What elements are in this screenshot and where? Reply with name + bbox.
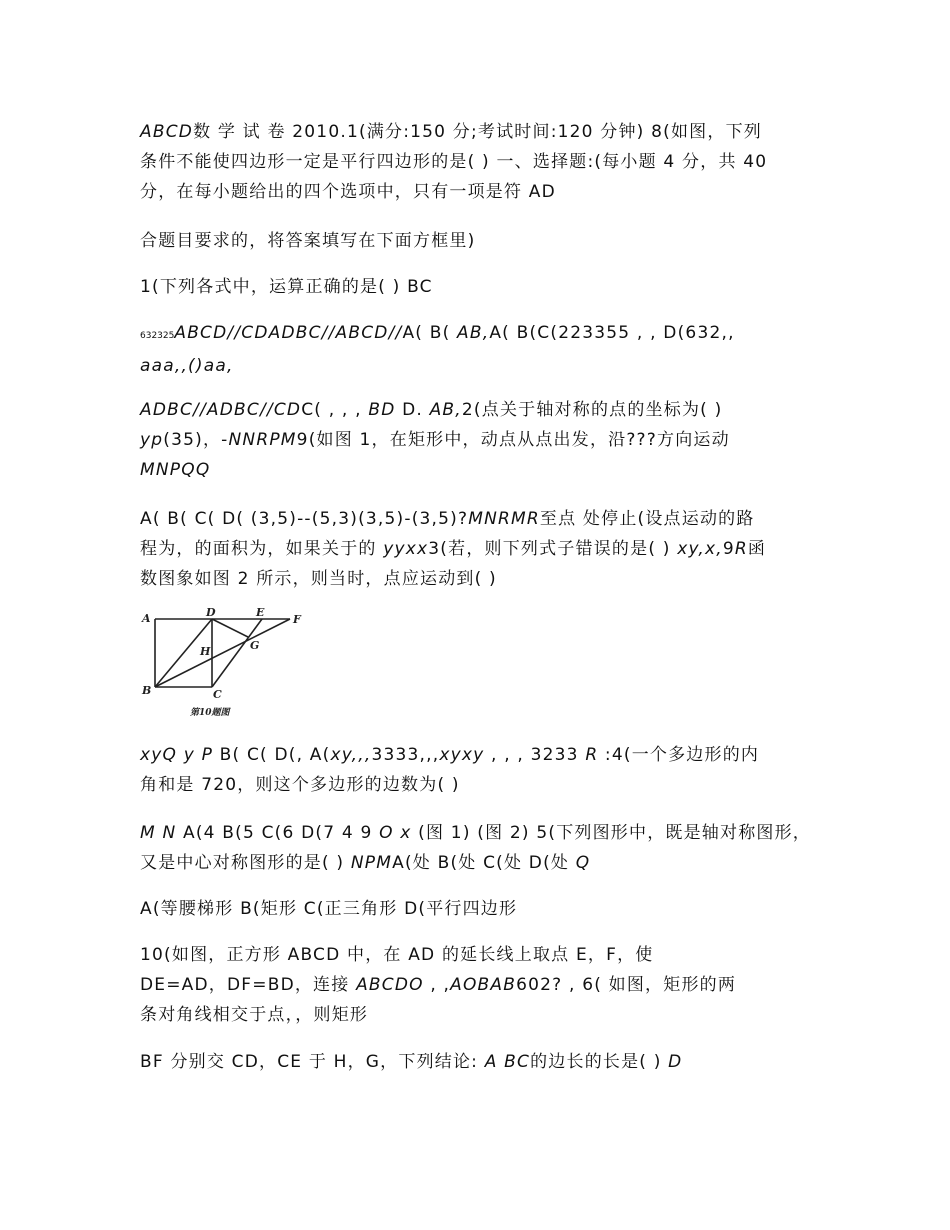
- text-line: [140, 272, 820, 302]
- text-run: xy,,,: [330, 745, 372, 765]
- text-line: [140, 1000, 820, 1030]
- text-run: 数 学 试 卷 2010.1(满分:150 分;考试时间:120 分钟) 8(如图，下列: [193, 122, 762, 142]
- text-run: A BC: [484, 1052, 531, 1072]
- text-run: A( B( C( D( (3,5)--(5,3)(3,5)-(3,5)?: [140, 509, 469, 529]
- text-line: [140, 740, 820, 770]
- text-line: [140, 504, 820, 534]
- text-run: 函: [747, 539, 767, 559]
- text-run: 角和是 720，则这个多边形的边数为( ): [140, 775, 460, 795]
- figure-label-e: E: [256, 606, 265, 619]
- text-run: xyxy: [439, 745, 485, 765]
- figure-label-f: F: [293, 613, 301, 626]
- text-run: 至点 处停止(设点运动的路: [539, 509, 755, 529]
- text-line: [140, 425, 820, 455]
- text-run: AB,: [457, 323, 490, 343]
- text-run: O x: [379, 823, 412, 843]
- text-line: [140, 818, 820, 848]
- text-run: M N: [140, 823, 183, 843]
- paragraph-instructions: [140, 226, 820, 256]
- text-run: C( , , ,: [301, 400, 369, 420]
- text-run: DE=AD，DF=BD，连接: [140, 975, 357, 995]
- text-run: 分，在每小题给出的四个选项中，只有一项是符 AD: [140, 182, 556, 202]
- text-run: ABCDO: [356, 975, 424, 995]
- figure-label-g: G: [250, 639, 260, 652]
- text-run: R: [585, 745, 599, 765]
- text-line: [140, 226, 820, 256]
- paragraph-question-3: [140, 504, 820, 594]
- text-run: MNRMR: [468, 509, 540, 529]
- paragraph-options-5: [140, 894, 820, 924]
- text-run: xyQ y P: [140, 745, 220, 765]
- paragraph-question-10-cont: [140, 1047, 820, 1077]
- text-line: [140, 564, 820, 594]
- text-run: 条件不能使四边形一定是平行四边形的是( ) 一、选择题:(每小题 4 分，共 40: [140, 152, 768, 172]
- text-run: NPM: [350, 853, 393, 873]
- paragraph-question-6-10: [140, 940, 820, 1030]
- text-run: D: [668, 1052, 683, 1072]
- text-line: [140, 147, 820, 177]
- text-run: 10(如图，正方形 ABCD 中，在 AD 的延长线上取点 E，F，使: [140, 945, 654, 965]
- text-run: 条对角线相交于点，，则矩形: [140, 1005, 369, 1025]
- text-run: , ,: [423, 975, 451, 995]
- text-run: 的边长的长是( ): [530, 1052, 669, 1072]
- text-run: MNPQQ: [140, 460, 211, 480]
- paragraph-question-2-9: [140, 395, 820, 485]
- figure-label-a: A: [142, 612, 151, 625]
- text-run: 3(若，则下列式子错误的是( ): [428, 539, 678, 559]
- text-run: BF 分别交 CD，CE 于 H，G，下列结论:: [140, 1052, 485, 1072]
- text-run: A( B(: [402, 323, 458, 343]
- text-run: A( B(C(223355 , , D(632,,: [489, 323, 735, 343]
- text-run: 602? , 6( 如图，矩形的两: [516, 975, 737, 995]
- text-run: :4(一个多边形的内: [598, 745, 760, 765]
- text-run: (图 1) (图 2) 5(下列图形中，既是轴对称图形，: [411, 823, 811, 843]
- text-line: [140, 177, 820, 207]
- text-run: AOBAB: [450, 975, 517, 995]
- text-line: [140, 351, 820, 381]
- text-line: [140, 894, 820, 924]
- text-run: Q: [575, 853, 591, 873]
- text-run: ABCD//CDADBC//ABCD//: [174, 323, 403, 343]
- figure-label-b: B: [142, 684, 152, 697]
- text-run: BD: [368, 400, 396, 420]
- paragraph-question-1: [140, 272, 820, 302]
- text-run: 9: [722, 539, 735, 559]
- text-line: [140, 940, 820, 970]
- text-run: 程为，的面积为，如果关于的: [140, 539, 384, 559]
- figure-caption: 第10题图: [190, 708, 230, 718]
- text-run: ABCD: [140, 122, 194, 142]
- text-run: A(等腰梯形 B(矩形 C(正三角形 D(平行四边形: [140, 899, 518, 919]
- figure-label-h: H: [200, 645, 211, 658]
- text-run: 3333,,,: [371, 745, 440, 765]
- text-run: yp: [140, 430, 164, 450]
- text-run: 数图象如图 2 所示，则当时，点应运动到( ): [140, 569, 497, 589]
- text-line: [140, 117, 820, 147]
- text-run: (35)，-: [163, 430, 229, 450]
- text-run: xy,x,: [677, 539, 723, 559]
- text-run: aaa,,()aa,: [140, 356, 234, 376]
- text-run: 又是中心对称图形的是( ): [140, 853, 351, 873]
- text-line: [140, 970, 820, 1000]
- text-line: [140, 534, 820, 564]
- paragraph-question-5: [140, 818, 820, 878]
- text-line: [140, 395, 820, 425]
- text-line: [140, 848, 820, 878]
- text-run: A(处 B(处 C(处 D(处: [392, 853, 576, 873]
- text-run: , , , 3233: [484, 745, 586, 765]
- text-run: AB,: [429, 400, 462, 420]
- text-run: 632325: [140, 331, 175, 341]
- text-run: D.: [395, 400, 430, 420]
- text-run: 1(下列各式中，运算正确的是( ) BC: [140, 277, 433, 297]
- paragraph-options-1: [140, 318, 820, 381]
- text-run: 9(如图 1，在矩形中，动点从点出发，沿???方向运动: [296, 430, 730, 450]
- figure-label-c: C: [213, 688, 222, 701]
- figure-label-d: D: [206, 606, 216, 619]
- text-run: R: [734, 539, 748, 559]
- text-run: 2(点关于轴对称的点的坐标为( ): [461, 400, 723, 420]
- text-run: A(4 B(5 C(6 D(7 4 9: [183, 823, 380, 843]
- text-run: NNRPM: [228, 430, 297, 450]
- paragraph-header: [140, 117, 820, 207]
- paragraph-question-4: [140, 740, 820, 800]
- text-line: [140, 455, 820, 485]
- text-run: 合题目要求的，将答案填写在下面方框里): [140, 231, 476, 251]
- text-run: B( C( D(, A(: [219, 745, 331, 765]
- geometry-figure-10: [140, 605, 310, 720]
- text-line: [140, 1047, 820, 1077]
- text-line: [140, 318, 820, 351]
- text-run: ADBC//ADBC//CD: [140, 400, 302, 420]
- text-line: [140, 770, 820, 800]
- text-run: yyxx: [383, 539, 429, 559]
